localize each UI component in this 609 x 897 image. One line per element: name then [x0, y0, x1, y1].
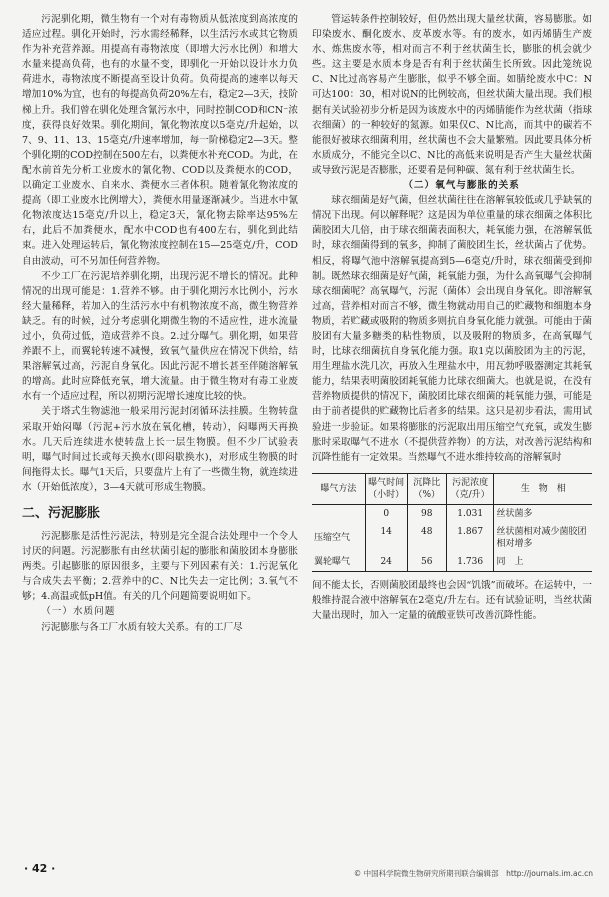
table-cell: 98	[407, 504, 446, 523]
table-cell: 1.867	[446, 523, 494, 553]
table-cell: 压缩空气	[314, 532, 351, 543]
table-header-cell: 沉降比（%）	[407, 473, 446, 504]
section-heading: 二、污泥膨胀	[22, 506, 101, 521]
table-cell: 丝状菌相对减少菌胶团相对增多	[494, 523, 592, 553]
paragraph: 球衣细菌是好气菌，但丝状菌往往在溶解氧较低或几乎缺氧的情况下出现。何以解释呢？这是因为单位重量的球衣细菌之体积比菌胶团大几倍，由于球衣细菌表面积大，耗氧能力强，在溶解氧低时，球衣细菌得到的氧多，抑制了菌胶团生长，丝状菌占了优势。相反，将曝气池中溶解氧提高到5—6毫克/升时，球衣细菌受到抑制。既然球衣细菌是好气菌，耗氧能力强，为什么高氧曝气会抑制球衣细菌呢？高氧曝气，污泥（菌体）会出现自身氧化。即溶解氧过高，营养相对而言不够，微生物就动用自己的贮藏物和细胞本身物质，若贮藏或吸附的物质多则抗自身氧化能力就强。可能由于菌胶团有大量多糖类的粘性物质，以及吸附的物质多，在高氧曝气时，比球衣细菌抗自身氧化能力强。取1克以菌胶团为主的污泥，用生理盐水洗几次，再放入生理盐水中，用瓦勃呼吸器测定其耗氧能力，结果表明菌胶团耗氧能力比球衣细菌大。也就是说，在没有营养物质提供的情况下，菌胶团比球衣细菌的耗氧能力强，可能是由于前者提供的贮藏物比后者多的结果。这只是初步看法，需用试验进一步验证。如果将膨胀的污泥取出用压缩空气充氧，或发生膨胀时采取曝气不进水（不提供营养物）的方法，对改善污泥结构和沉降性能有一定效果。当然曝气不进水维持较高的溶解氧时	[312, 195, 592, 463]
left-column	[22, 12, 298, 635]
paragraph: 管运转条件控制较好，但仍然出现大量丝状菌，容易膨胀。如印染废水、酮化废水、皮革废水等。有的废水，如丙烯腈生产废水、炼焦废水等，相对而言不利于丝状菌生长，膨胀的机会就少些。这主要是水质本身是否有利于丝状菌生长所致。因此笼统说C、N比过高容易产生膨胀，似乎不够全面。如腈纶废水中C：N可达100：30，相对说N的比例较高，但丝状菌大量出现。我们根据有关试验初步分析是因为该废水中的丙烯腈能作为丝状菌（指球衣细菌）的一种较好的氮源。如果仅C、N比高，而其中的碳若不能很好被球衣细菌利用，丝状菌也不会大量繁殖。因此要具体分析水质成分，不能完全以C、N比的高低来说明是否产生大量丝状菌或导致污泥是否膨胀，还要看是何种碳、氮有利于丝状菌生长。	[312, 14, 592, 176]
table-header-cell: 曝气方法	[312, 473, 365, 504]
footer-credit: © 中国科学院微生物研究所期刊联合编辑部 http://journals.im.ac.cn	[353, 869, 593, 878]
table-cell: 1.736	[446, 553, 494, 572]
table-cell: 48	[407, 523, 446, 553]
paragraph: 污泥膨胀是活性污泥法，特别是完全混合法处理中一个令人讨厌的问题。污泥膨胀有由丝状菌引起的膨胀和菌胶团本身膨胀两类。引起膨胀的原因很多，主要与下列因素有关：1.污泥氧化与合成失去平衡；2.营养中的C、N比失去一定比例；3.氧气不够；4.高温或低pH值。有关的几个问题简要说明如下。	[22, 531, 298, 603]
table-row	[312, 553, 592, 572]
subsection-heading: （二）氧气与膨胀的关系	[403, 180, 520, 192]
paragraph: 不少工厂在污泥培养驯化期，出现污泥不增长的情况。此种情况的出现可能是：1.营养不够。由于驯化期污水比例小，污水经大量稀释，若加入的生活污水中有机物浓度不高，微生物营养缺乏。有的时候，过分考虑驯化期微生物的不适应性，进水流量过小，负荷过低，造成营养不良。2.过分曝气。驯化期，如果营养跟不上，而翼轮转速不减慢，致氧气量供应在情况下供给，结果溶解氧过高，污泥自身氧化。因此污泥不增长甚至伴随溶解氧的增高。此时应降低充氧，增大流量。由于微生物对有毒工业废水有一个适应过程，所以初期污泥增长速度比较的快。	[22, 270, 298, 403]
paragraph: 污泥驯化期，微生物有一个对有毒物质从低浓度到高浓度的适应过程。驯化开始时，污水需经稀释，以生活污水或其它物质作为补充营养源。用提高有毒物浓度（即增大污水比例）和增大水量来提高负荷，也有的水量不变，即驯化一开始以设计水力负荷进水，毒物浓度不断提高至设计负荷。负荷提高的速率以每天增加10%为宜，也有的每提高负荷20%左右，稳定2—3天，技阶梯上升。我们曾在驯化处理含氰污水中，同时控制COD和CN⁻浓度，获得良好效果。驯化期间，氰化物浓度以5毫克/升起始，以7、9、11、13、15毫克/升速率增加，每一阶梯稳定2—3天。整个驯化期的COD控制在500左右，以粪便水补充COD。为此，在配水前首先分析工业废水的氰化物、COD以及粪便水的COD，以确定工业废水、自来水、粪便水三者体积。随着氰化物浓度的提高（即工业废水比例增大），粪便水用量逐渐减少。当进水中氰化物浓度达15毫克/升以上，稳定3天，氰化物去除率达95%左右，此后不加粪便水，配水中COD也有400左右，驯化到此结束。进入处理运转后，氰化物浓度控制在15—25毫克/升，COD自由波动，可不另加任何营养物。	[22, 14, 298, 267]
table-header-cell: 污泥浓度（克/升）	[446, 473, 494, 504]
table-header-cell: 生 物 相	[494, 473, 592, 504]
table-cell: 0	[365, 504, 407, 523]
table-header-cell: 曝气时间（小时）	[365, 473, 407, 504]
aeration-table	[312, 473, 592, 572]
table-cell: 56	[407, 553, 446, 572]
right-column	[312, 12, 592, 623]
paragraph: 间不能太长，否则菌胶团最终也会因“饥饿”而破坏。在运转中，一般维持混合液中溶解氧在2毫克/升左右。还有试验证明，当丝状菌大量出现时，加入一定量的硫酸亚铁可改善沉降性能。	[312, 579, 592, 621]
table-header-row	[312, 473, 592, 504]
table-cell: 1.031	[446, 504, 494, 523]
page-number: · 42 ·	[24, 862, 56, 875]
paragraph: 关于塔式生物滤池一般采用污泥封闭循环法挂膜。生物转盘采取开始闷曝（污泥+污水放在氧化槽，转动），闷曝两天再换水。几天后连续进水使转盘上长一层生物膜。但不少厂试验表明，曝气时间过长或每天换水(即闷歇换水)，对形成生物膜的时间拖得太长。曝气1天后，只要盘片上有了一些微生物，就连续进水（开始低浓度），3—4天就可形成生物膜。	[22, 406, 298, 493]
table-cell: 同 上	[494, 553, 592, 572]
paragraph: 污泥膨胀与各工厂水质有较大关系。有的工厂尽	[41, 621, 243, 633]
subsection-heading: （一）水质问题	[41, 606, 116, 618]
table-row	[312, 504, 592, 523]
table-cell: 丝状菌多	[494, 504, 592, 523]
table-cell: 14	[365, 523, 407, 553]
table-cell: 24	[365, 553, 407, 572]
table-row	[312, 523, 592, 553]
table-cell: 翼轮曝气	[314, 556, 351, 567]
table-cell	[312, 504, 365, 523]
